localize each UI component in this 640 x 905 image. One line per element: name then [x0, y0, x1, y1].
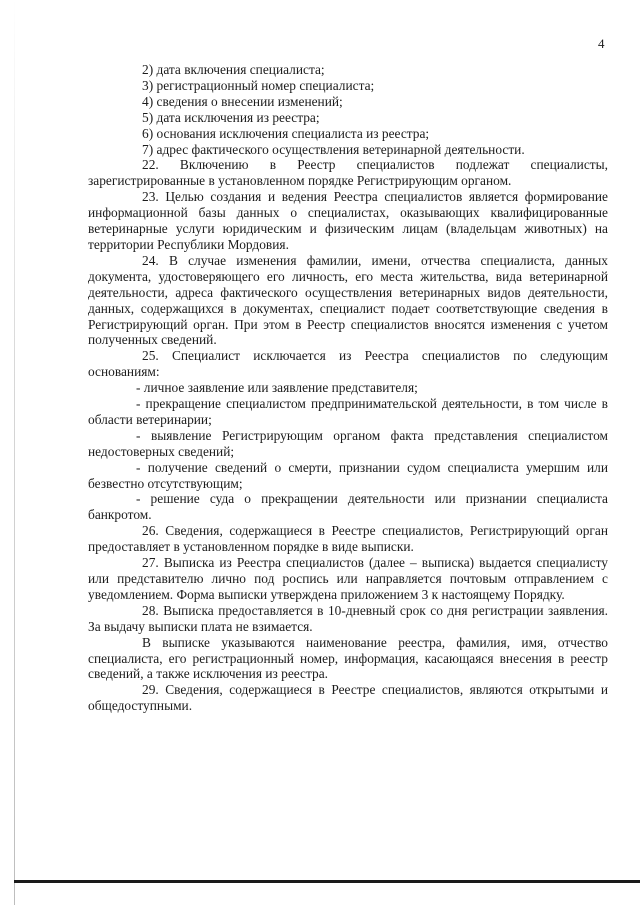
- scan-bottom-edge: [14, 880, 640, 883]
- page-number: 4: [598, 36, 605, 51]
- bullet-item: - получение сведений о смерти, признании судом специалиста умершим или безвестно отсутствующим;: [88, 459, 608, 491]
- bullet-item: - решение суда о прекращении деятельности или признании специалиста банкротом.: [88, 491, 608, 523]
- paragraph-22: 22. Включению в Реестр специалистов подлежат специалисты, зарегистрированные в установленном порядке Регистрирующим органом.: [88, 157, 608, 189]
- paragraph-28: 28. Выписка предоставляется в 10-дневный срок со дня регистрации заявления. За выдачу выписки плата не взимается.: [88, 602, 608, 634]
- paragraph-24: 24. В случае изменения фамилии, имени, отчества специалиста, данных документа, удостоверяющего его личность, его места жительства, вида ветеринарной деятельности, адреса фактического осуществления ветеринарных видов деятельности, данных, содержащихся в документах, специалист подает соответствующие сведения в Регистрирующий орган. При этом в Реестр специалистов вносятся изменения с учетом полученных сведений.: [88, 252, 608, 348]
- paragraph-27: 27. Выписка из Реестра специалистов (далее – выписка) выдается специалисту или представителю лично под роспись или направляется почтовым отправлением с уведомлением. Форма выписки утверждена приложением 3 к настоящему Порядку.: [88, 555, 608, 602]
- list-item: 3) регистрационный номер специалиста;: [142, 77, 375, 93]
- list-item: 7) адрес фактического осуществления ветеринарной деятельности.: [142, 141, 525, 157]
- document-body: [88, 62, 608, 714]
- bullet-item: - выявление Регистрирующим органом факта представления специалистом недостоверных сведений;: [88, 427, 608, 459]
- paragraph-23: 23. Целью создания и ведения Реестра специалистов является формирование информационной базы данных о специалистах, оказывающих квалифицированные ветеринарные услуги юридическим и физическим лицам (владельцам животных) на территории Республики Мордовия.: [88, 189, 608, 252]
- paragraph-28-details: В выписке указываются наименование реестра, фамилия, имя, отчество специалиста, его регистрационный номер, информация, касающаяся внесения в реестр сведений, а также исключения из реестра.: [88, 634, 608, 682]
- paragraph-29: 29. Сведения, содержащиеся в Реестре специалистов, являются открытыми и общедоступными.: [88, 682, 608, 714]
- list-item: 4) сведения о внесении изменений;: [142, 93, 343, 109]
- paragraph-26: 26. Сведения, содержащиеся в Реестре специалистов, Регистрирующий орган предоставляет в установленном порядке в виде выписки.: [88, 523, 608, 555]
- list-item: 5) дата исключения из реестра;: [142, 109, 320, 125]
- bullet-item: - личное заявление или заявление представителя;: [136, 380, 418, 396]
- scan-left-edge: [14, 0, 15, 905]
- list-item: 2) дата включения специалиста;: [142, 62, 325, 77]
- list-item: 6) основания исключения специалиста из реестра;: [142, 125, 430, 141]
- bullet-item: - прекращение специалистом предпринимательской деятельности, в том числе в области ветеринарии;: [88, 396, 608, 427]
- paragraph-25: 25. Специалист исключается из Реестра специалистов по следующим основаниям:: [88, 348, 608, 380]
